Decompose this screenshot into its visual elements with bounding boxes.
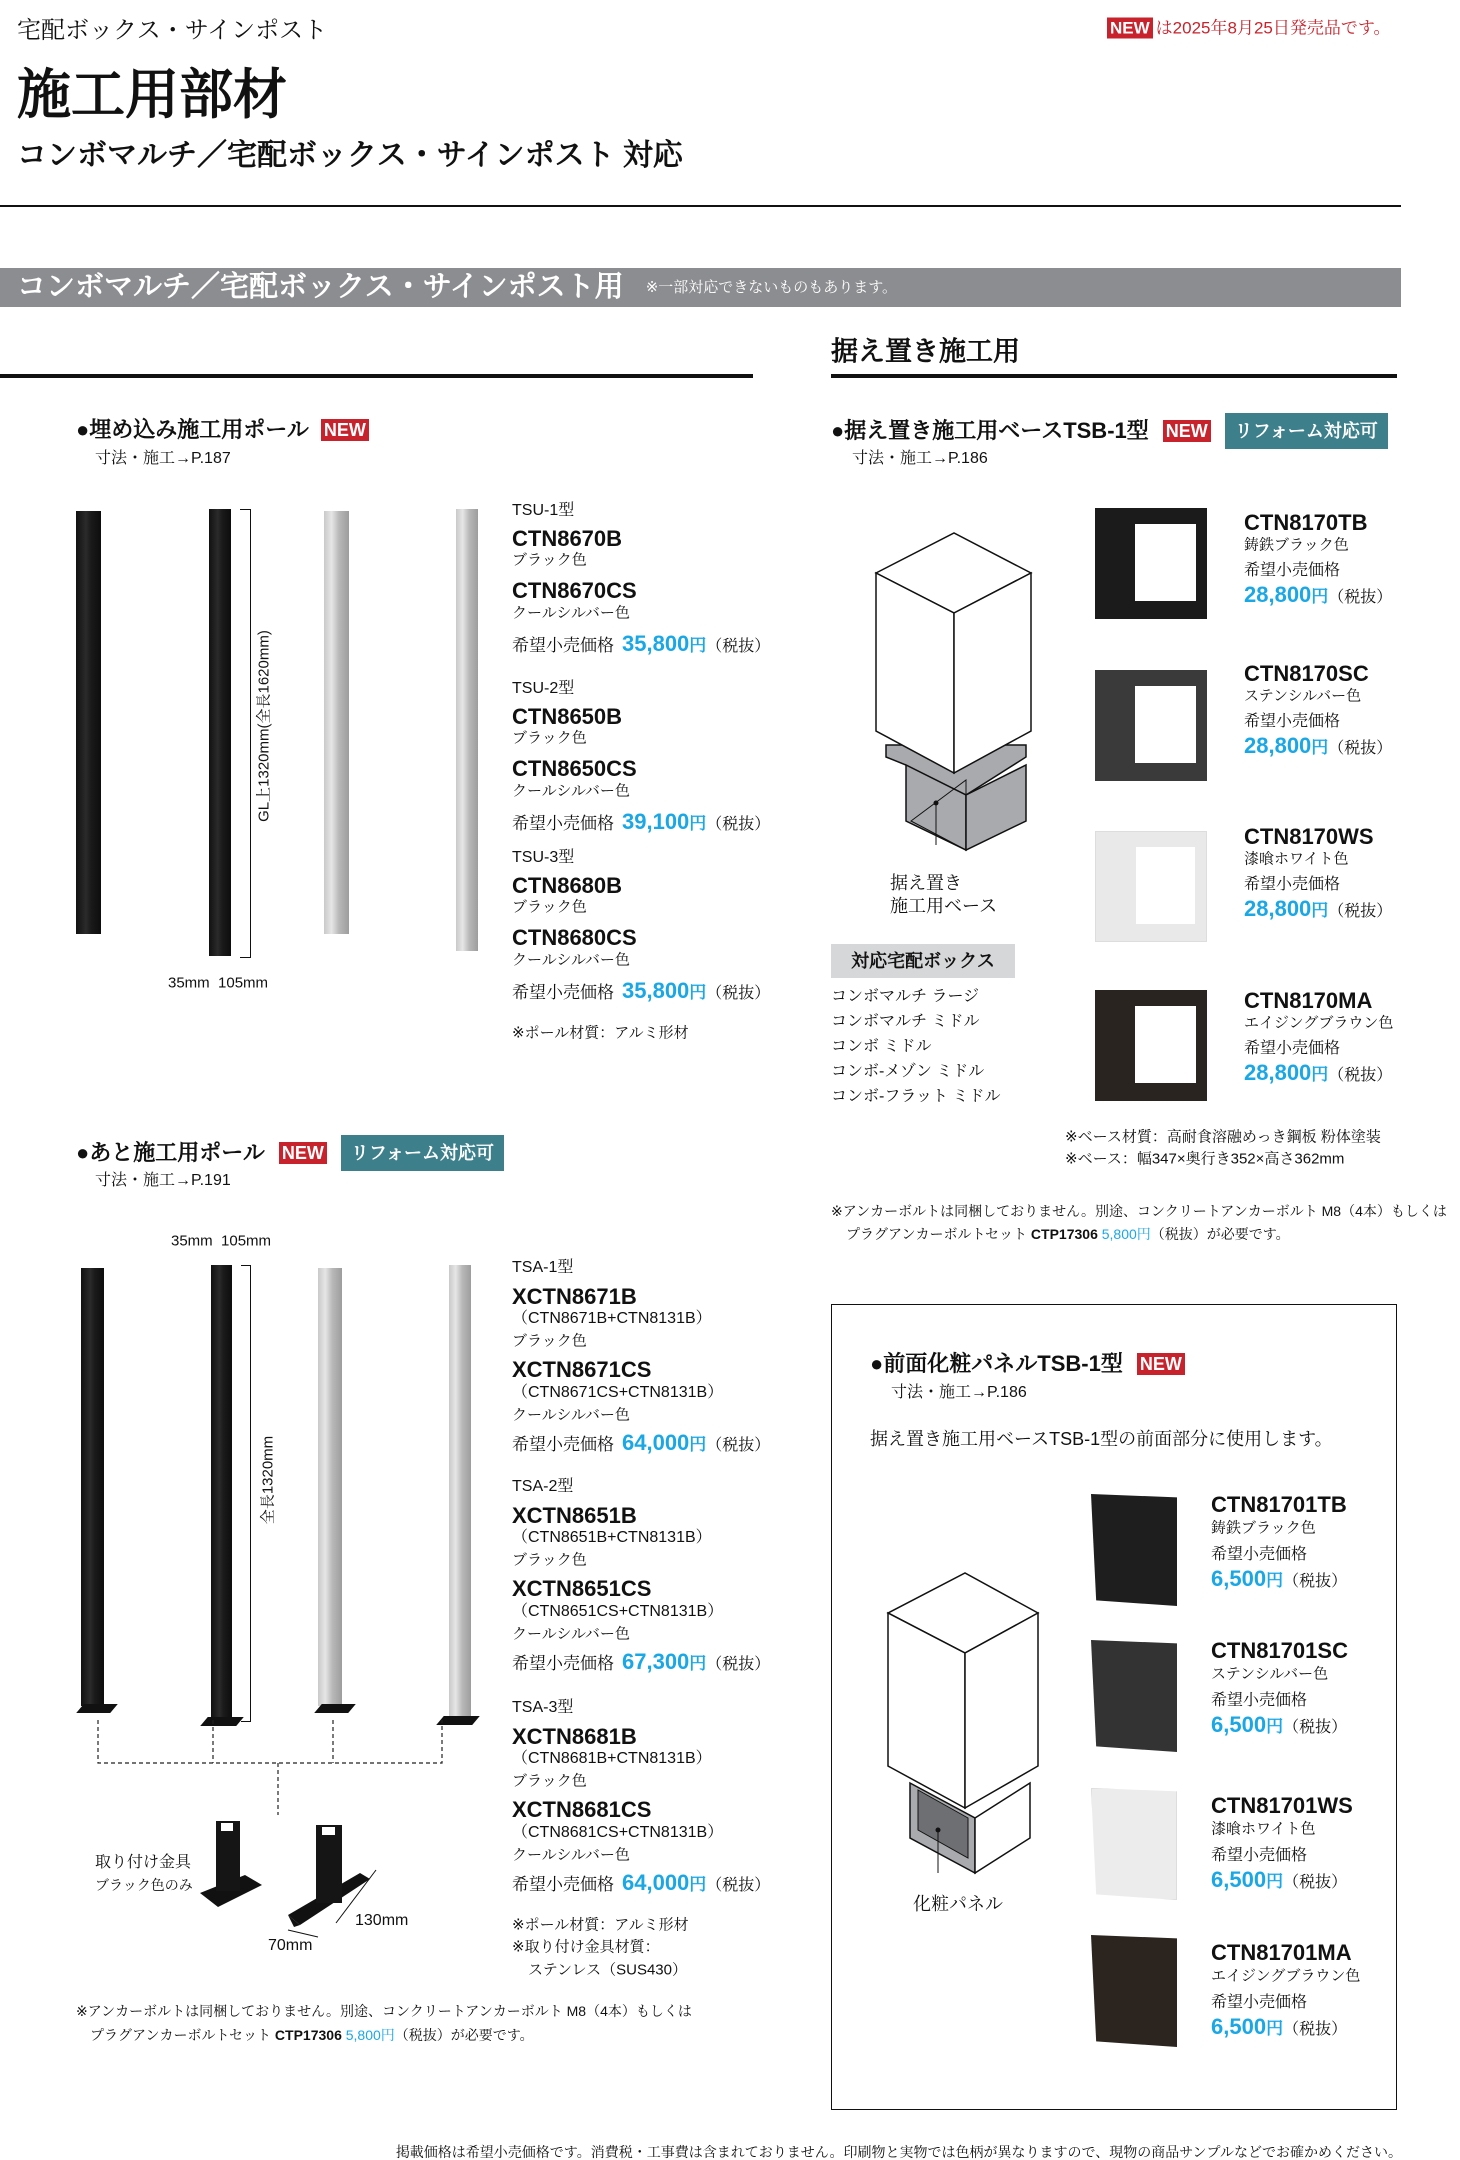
product-model: XCTN8671B: [512, 1284, 637, 1309]
price-row: [1244, 584, 1392, 606]
product-model: CTN8170TB: [1244, 510, 1368, 535]
product-model: XCTN8651B: [512, 1503, 637, 1528]
product-model: CTN8170MA: [1244, 988, 1373, 1013]
pole-image-black: [76, 511, 101, 934]
price-yen: 円: [1266, 1872, 1284, 1891]
price-value: 39,100: [622, 809, 690, 834]
product-model: CTN8670B: [512, 526, 623, 551]
anchor-note-line2: [90, 2028, 534, 2042]
pole-image-black: [81, 1268, 104, 1706]
price-tax: （税抜）: [706, 985, 771, 1002]
panel-diagram: [880, 1568, 1045, 1883]
product-parts: （CTN8671CS+CTN8131B）: [512, 1384, 724, 1401]
product-color: クールシルバー色: [512, 782, 630, 800]
after-ref-link[interactable]: 寸法・施工→P.191: [95, 1172, 231, 1189]
price-value: 67,300: [622, 1649, 690, 1674]
price-label: 希望小売価格: [512, 636, 614, 655]
price-value: 28,800: [1244, 896, 1312, 921]
price-value: 28,800: [1244, 733, 1312, 758]
price-row: [512, 1432, 770, 1454]
price-yen: 円: [689, 814, 707, 833]
anchor-price: 5,800円: [1097, 1226, 1151, 1242]
after-pole-title: ●あと施工用ポール: [76, 1140, 265, 1165]
product-model: XCTN8681B: [512, 1724, 637, 1749]
product-model: CTN81701TB: [1211, 1492, 1347, 1517]
base-opening: [1135, 686, 1196, 764]
pole-base-plate: [76, 1704, 118, 1713]
price-value: 6,500: [1211, 1867, 1267, 1892]
base-size-note: ※ベース：幅347×奥行き352×高さ362mm: [1065, 1150, 1345, 1168]
anchor-note-line1: ※アンカーボルトは同梱しておりません。別途、コンクリートアンカーボルト M8（4本）もしくは: [831, 1203, 1447, 1219]
price-label: 希望小売価格: [512, 983, 614, 1002]
panel-heading: [870, 1353, 1185, 1375]
price-yen: 円: [1266, 1717, 1284, 1736]
height-dimension-line: [241, 1265, 251, 1722]
product-color: クールシルバー色: [512, 951, 630, 969]
anchor-product-code: CTP17306: [274, 2027, 342, 2043]
price-yen: 円: [689, 983, 707, 1002]
price-label: 希望小売価格: [1211, 1847, 1308, 1864]
price-tax: （税抜）: [706, 1656, 771, 1673]
price-yen: 円: [1311, 901, 1329, 920]
product-model: CTN8670CS: [512, 578, 637, 603]
product-color: 鋳鉄ブラック色: [1211, 1519, 1316, 1537]
price-yen: 円: [1266, 2019, 1284, 2038]
embed-pole-heading: [76, 419, 369, 441]
base-diagram-label: 据え置き: [890, 873, 962, 893]
price-yen: 円: [1311, 587, 1329, 606]
product-color: クールシルバー色: [512, 1846, 630, 1864]
price-tax: （税抜）: [1283, 1573, 1348, 1590]
price-label: 希望小売価格: [1244, 713, 1341, 730]
price-row: [512, 1651, 770, 1673]
product-color: エイジングブラウン色: [1244, 1014, 1394, 1032]
product-color: ステンシルバー色: [1244, 687, 1362, 705]
product-color: ブラック色: [512, 551, 587, 569]
product-type: TSU-3型: [512, 849, 575, 866]
mounting-bracket-image: [200, 1815, 380, 1940]
price-row: [512, 811, 770, 833]
anchor-price: 5,800円: [341, 2027, 395, 2043]
product-type: TSU-2型: [512, 680, 575, 697]
price-tax: （税抜）: [706, 816, 771, 833]
release-notice: [1107, 18, 1391, 39]
anchor-note-text: プラグアンカーボルトセット: [846, 1226, 1031, 1242]
new-badge: NEW: [1163, 420, 1211, 442]
page-subtitle: コンボマルチ／宅配ボックス・サインポスト 対応: [17, 139, 683, 172]
price-tax: （税抜）: [1283, 1719, 1348, 1736]
base-material-note: ※ベース材質：高耐食溶融めっき鋼板 粉体塗装: [1065, 1128, 1381, 1146]
price-row: [1211, 1568, 1347, 1590]
bracket-color-note: ブラック色のみ: [95, 1877, 193, 1893]
embed-material-note: ※ポール材質：アルミ形材: [512, 1024, 689, 1042]
product-color: クールシルバー色: [512, 1625, 630, 1643]
product-model: CTN81701MA: [1211, 1940, 1352, 1965]
pole-image-silver: [449, 1265, 471, 1720]
price-tax: （税抜）: [706, 1877, 771, 1894]
product-model: CTN8170SC: [1244, 661, 1369, 686]
price-label: 希望小売価格: [512, 1435, 614, 1454]
product-color: ブラック色: [512, 1772, 587, 1790]
compat-item: コンボマルチ ラージ: [831, 988, 980, 1005]
price-label: 希望小売価格: [512, 814, 614, 833]
price-tax: （税抜）: [1328, 589, 1393, 606]
base-product-image: [1095, 831, 1207, 942]
price-value: 28,800: [1244, 1060, 1312, 1085]
base-ref-link[interactable]: 寸法・施工→P.186: [852, 450, 988, 467]
pole-image-black: [209, 509, 231, 956]
price-yen: 円: [1311, 738, 1329, 757]
price-tax: （税抜）: [1328, 740, 1393, 757]
price-label: 希望小売価格: [1244, 1040, 1341, 1057]
product-color: ブラック色: [512, 898, 587, 916]
pole-image-black: [211, 1265, 232, 1720]
after-material-note: ※ポール材質：アルミ形材: [512, 1916, 689, 1934]
product-model: CTN8170WS: [1244, 824, 1374, 849]
embed-ref-link[interactable]: 寸法・施工→P.187: [95, 450, 231, 467]
price-yen: 円: [689, 1435, 707, 1454]
product-model: CTN8650CS: [512, 756, 637, 781]
product-parts: （CTN8651CS+CTN8131B）: [512, 1603, 724, 1620]
base-opening: [1135, 524, 1196, 602]
price-tax: （税抜）: [1283, 1874, 1348, 1891]
price-tax: （税抜）: [1283, 2021, 1348, 2038]
price-row: [1211, 2016, 1347, 2038]
compat-item: コンボ ミドル: [831, 1038, 932, 1055]
panel-product-image: [1091, 1788, 1177, 1900]
price-label: 希望小売価格: [512, 1875, 614, 1894]
product-model: CTN8680CS: [512, 925, 637, 950]
product-model: CTN8680B: [512, 873, 623, 898]
footer-disclaimer: 掲載価格は希望小売価格です。消費税・工事費は含まれておりません。印刷物と実物では色柄が異なりますので、現物の商品サンプルなどでお確かめください。: [395, 2144, 1402, 2160]
price-yen: 円: [1311, 1065, 1329, 1084]
anchor-product-code: CTP17306: [1030, 1226, 1098, 1242]
price-value: 6,500: [1211, 1712, 1267, 1737]
anchor-note-text: （税抜）が必要です。: [394, 2027, 534, 2043]
height-dimension-line: [240, 509, 251, 958]
bracket-length-dimension: 130mm: [355, 1912, 409, 1929]
base-heading: 据え置き施工用: [831, 336, 1020, 367]
bracket-connector-lines: [90, 1720, 470, 1820]
width-dimension: 35mm 105mm: [168, 974, 269, 992]
price-tax: （税抜）: [1328, 1067, 1393, 1084]
price-value: 6,500: [1211, 2014, 1267, 2039]
band-title: コンボマルチ／宅配ボックス・サインポスト用: [17, 271, 624, 303]
after-pole-heading: [76, 1135, 504, 1171]
base-diagram-label: 施工用ベース: [890, 896, 998, 916]
base-heading-row: [831, 413, 1388, 449]
panel-product-image: [1091, 1640, 1177, 1752]
product-color: エイジングブラウン色: [1211, 1967, 1361, 1985]
product-type: TSA-3型: [512, 1699, 574, 1716]
panel-description: 据え置き施工用ベースTSB-1型の前面部分に使用します。: [870, 1429, 1333, 1449]
price-label: 希望小売価格: [1211, 1546, 1308, 1563]
bracket-width-dimension: 70mm: [268, 1937, 313, 1954]
pole-image-silver: [456, 509, 478, 951]
panel-diagram-label: 化粧パネル: [913, 1894, 1003, 1914]
product-color: クールシルバー色: [512, 1406, 630, 1424]
price-row: [1244, 735, 1392, 757]
product-type: TSA-1型: [512, 1259, 574, 1276]
product-model: CTN8650B: [512, 704, 623, 729]
reform-badge: リフォーム対応可: [341, 1135, 504, 1171]
panel-ref-link[interactable]: 寸法・施工→P.186: [891, 1384, 1027, 1401]
price-label: 希望小売価格: [512, 1654, 614, 1673]
product-color: 鋳鉄ブラック色: [1244, 536, 1349, 554]
compat-item: コンボマルチ ミドル: [831, 1013, 980, 1030]
price-value: 35,800: [622, 631, 690, 656]
product-model: XCTN8671CS: [512, 1357, 652, 1382]
price-tax: （税抜）: [1328, 903, 1393, 920]
base-product-image: [1095, 670, 1207, 781]
height-dimension: 全長1320mm: [259, 1435, 277, 1525]
product-type: TSU-1型: [512, 502, 575, 519]
product-model: XCTN8651CS: [512, 1576, 652, 1601]
base-opening: [1136, 847, 1195, 923]
product-color: 漆喰ホワイト色: [1244, 850, 1349, 868]
price-tax: （税抜）: [706, 1437, 771, 1454]
price-yen: 円: [689, 1654, 707, 1673]
release-note: は2025年8月25日発売品です。: [1155, 18, 1391, 38]
compat-item: コンボ-メゾン ミドル: [831, 1063, 985, 1080]
price-row: [512, 980, 770, 1002]
compat-title: 対応宅配ボックス: [851, 951, 995, 971]
embed-pole-title: ●埋め込み施工用ポール: [76, 417, 309, 442]
new-badge: NEW: [321, 419, 369, 441]
panel-product-image: [1091, 1494, 1177, 1606]
new-badge: NEW: [1137, 1353, 1185, 1375]
base-title: ●据え置き施工用ベースTSB-1型: [831, 418, 1149, 443]
price-value: 28,800: [1244, 582, 1312, 607]
anchor-note-line1: ※アンカーボルトは同梱しておりません。別途、コンクリートアンカーボルト M8（4本）もしくは: [76, 2003, 692, 2019]
product-color: ブラック色: [512, 1551, 587, 1569]
new-badge: NEW: [1107, 18, 1153, 39]
anchor-note-line2: [846, 1227, 1290, 1241]
product-parts: （CTN8681B+CTN8131B）: [512, 1750, 712, 1767]
product-model: XCTN8681CS: [512, 1797, 652, 1822]
panel-product-image: [1091, 1935, 1177, 2047]
left-section-rule: [0, 374, 753, 378]
header-divider: [0, 205, 1401, 207]
band-note: ※一部対応できないものもあります。: [645, 279, 898, 296]
height-dimension: GL上1320mm(全長1620mm): [255, 630, 273, 822]
product-color: クールシルバー色: [512, 604, 630, 622]
price-row: [1211, 1869, 1347, 1891]
product-color: ブラック色: [512, 729, 587, 747]
bracket-label: 取り付け金具: [95, 1854, 192, 1871]
reform-badge: リフォーム対応可: [1225, 413, 1388, 449]
product-color: ステンシルバー色: [1211, 1665, 1329, 1683]
panel-title: ●前面化粧パネルTSB-1型: [870, 1351, 1123, 1376]
price-label: 希望小売価格: [1244, 876, 1341, 893]
base-product-image: [1095, 990, 1207, 1101]
pole-image-silver: [324, 511, 349, 934]
compat-title-box: [831, 944, 1015, 978]
price-row: [512, 633, 770, 655]
product-model: CTN81701WS: [1211, 1793, 1353, 1818]
product-type: TSA-2型: [512, 1478, 574, 1495]
price-tax: （税抜）: [706, 638, 771, 655]
price-row: [1244, 1062, 1392, 1084]
after-bracket-material-value: ステンレス（SUS430）: [528, 1961, 687, 1979]
product-model: CTN81701SC: [1211, 1638, 1348, 1663]
price-row: [1211, 1714, 1347, 1736]
section-band: [0, 268, 1401, 307]
anchor-note-text: プラグアンカーボルトセット: [90, 2027, 275, 2043]
price-value: 6,500: [1211, 1566, 1267, 1591]
pole-image-silver: [318, 1268, 342, 1706]
product-parts: （CTN8681CS+CTN8131B）: [512, 1824, 724, 1841]
price-value: 64,000: [622, 1870, 690, 1895]
width-dimension: 35mm 105mm: [171, 1232, 272, 1250]
price-label: 希望小売価格: [1211, 1994, 1308, 2011]
pole-base-plate: [314, 1704, 356, 1713]
price-row: [1244, 898, 1392, 920]
right-section-rule: [831, 374, 1397, 378]
new-badge: NEW: [279, 1142, 327, 1164]
product-parts: （CTN8671B+CTN8131B）: [512, 1310, 712, 1327]
base-product-image: [1095, 508, 1207, 619]
product-parts: （CTN8651B+CTN8131B）: [512, 1529, 712, 1546]
after-bracket-material-note: ※取り付け金具材質：: [512, 1938, 660, 1956]
price-label: 希望小売価格: [1211, 1692, 1308, 1709]
compat-item: コンボ-フラット ミドル: [831, 1088, 1001, 1105]
price-value: 35,800: [622, 978, 690, 1003]
base-opening: [1135, 1006, 1196, 1084]
base-diagram: [866, 525, 1036, 860]
price-row: [512, 1872, 770, 1894]
price-yen: 円: [1266, 1571, 1284, 1590]
price-label: 希望小売価格: [1244, 562, 1341, 579]
product-color: 漆喰ホワイト色: [1211, 1820, 1316, 1838]
anchor-note-text: （税抜）が必要です。: [1150, 1226, 1290, 1242]
category-label: 宅配ボックス・サインポスト: [17, 17, 328, 44]
price-yen: 円: [689, 636, 707, 655]
product-color: ブラック色: [512, 1332, 587, 1350]
price-value: 64,000: [622, 1430, 690, 1455]
page-title: 施工用部材: [17, 65, 287, 125]
price-yen: 円: [689, 1875, 707, 1894]
